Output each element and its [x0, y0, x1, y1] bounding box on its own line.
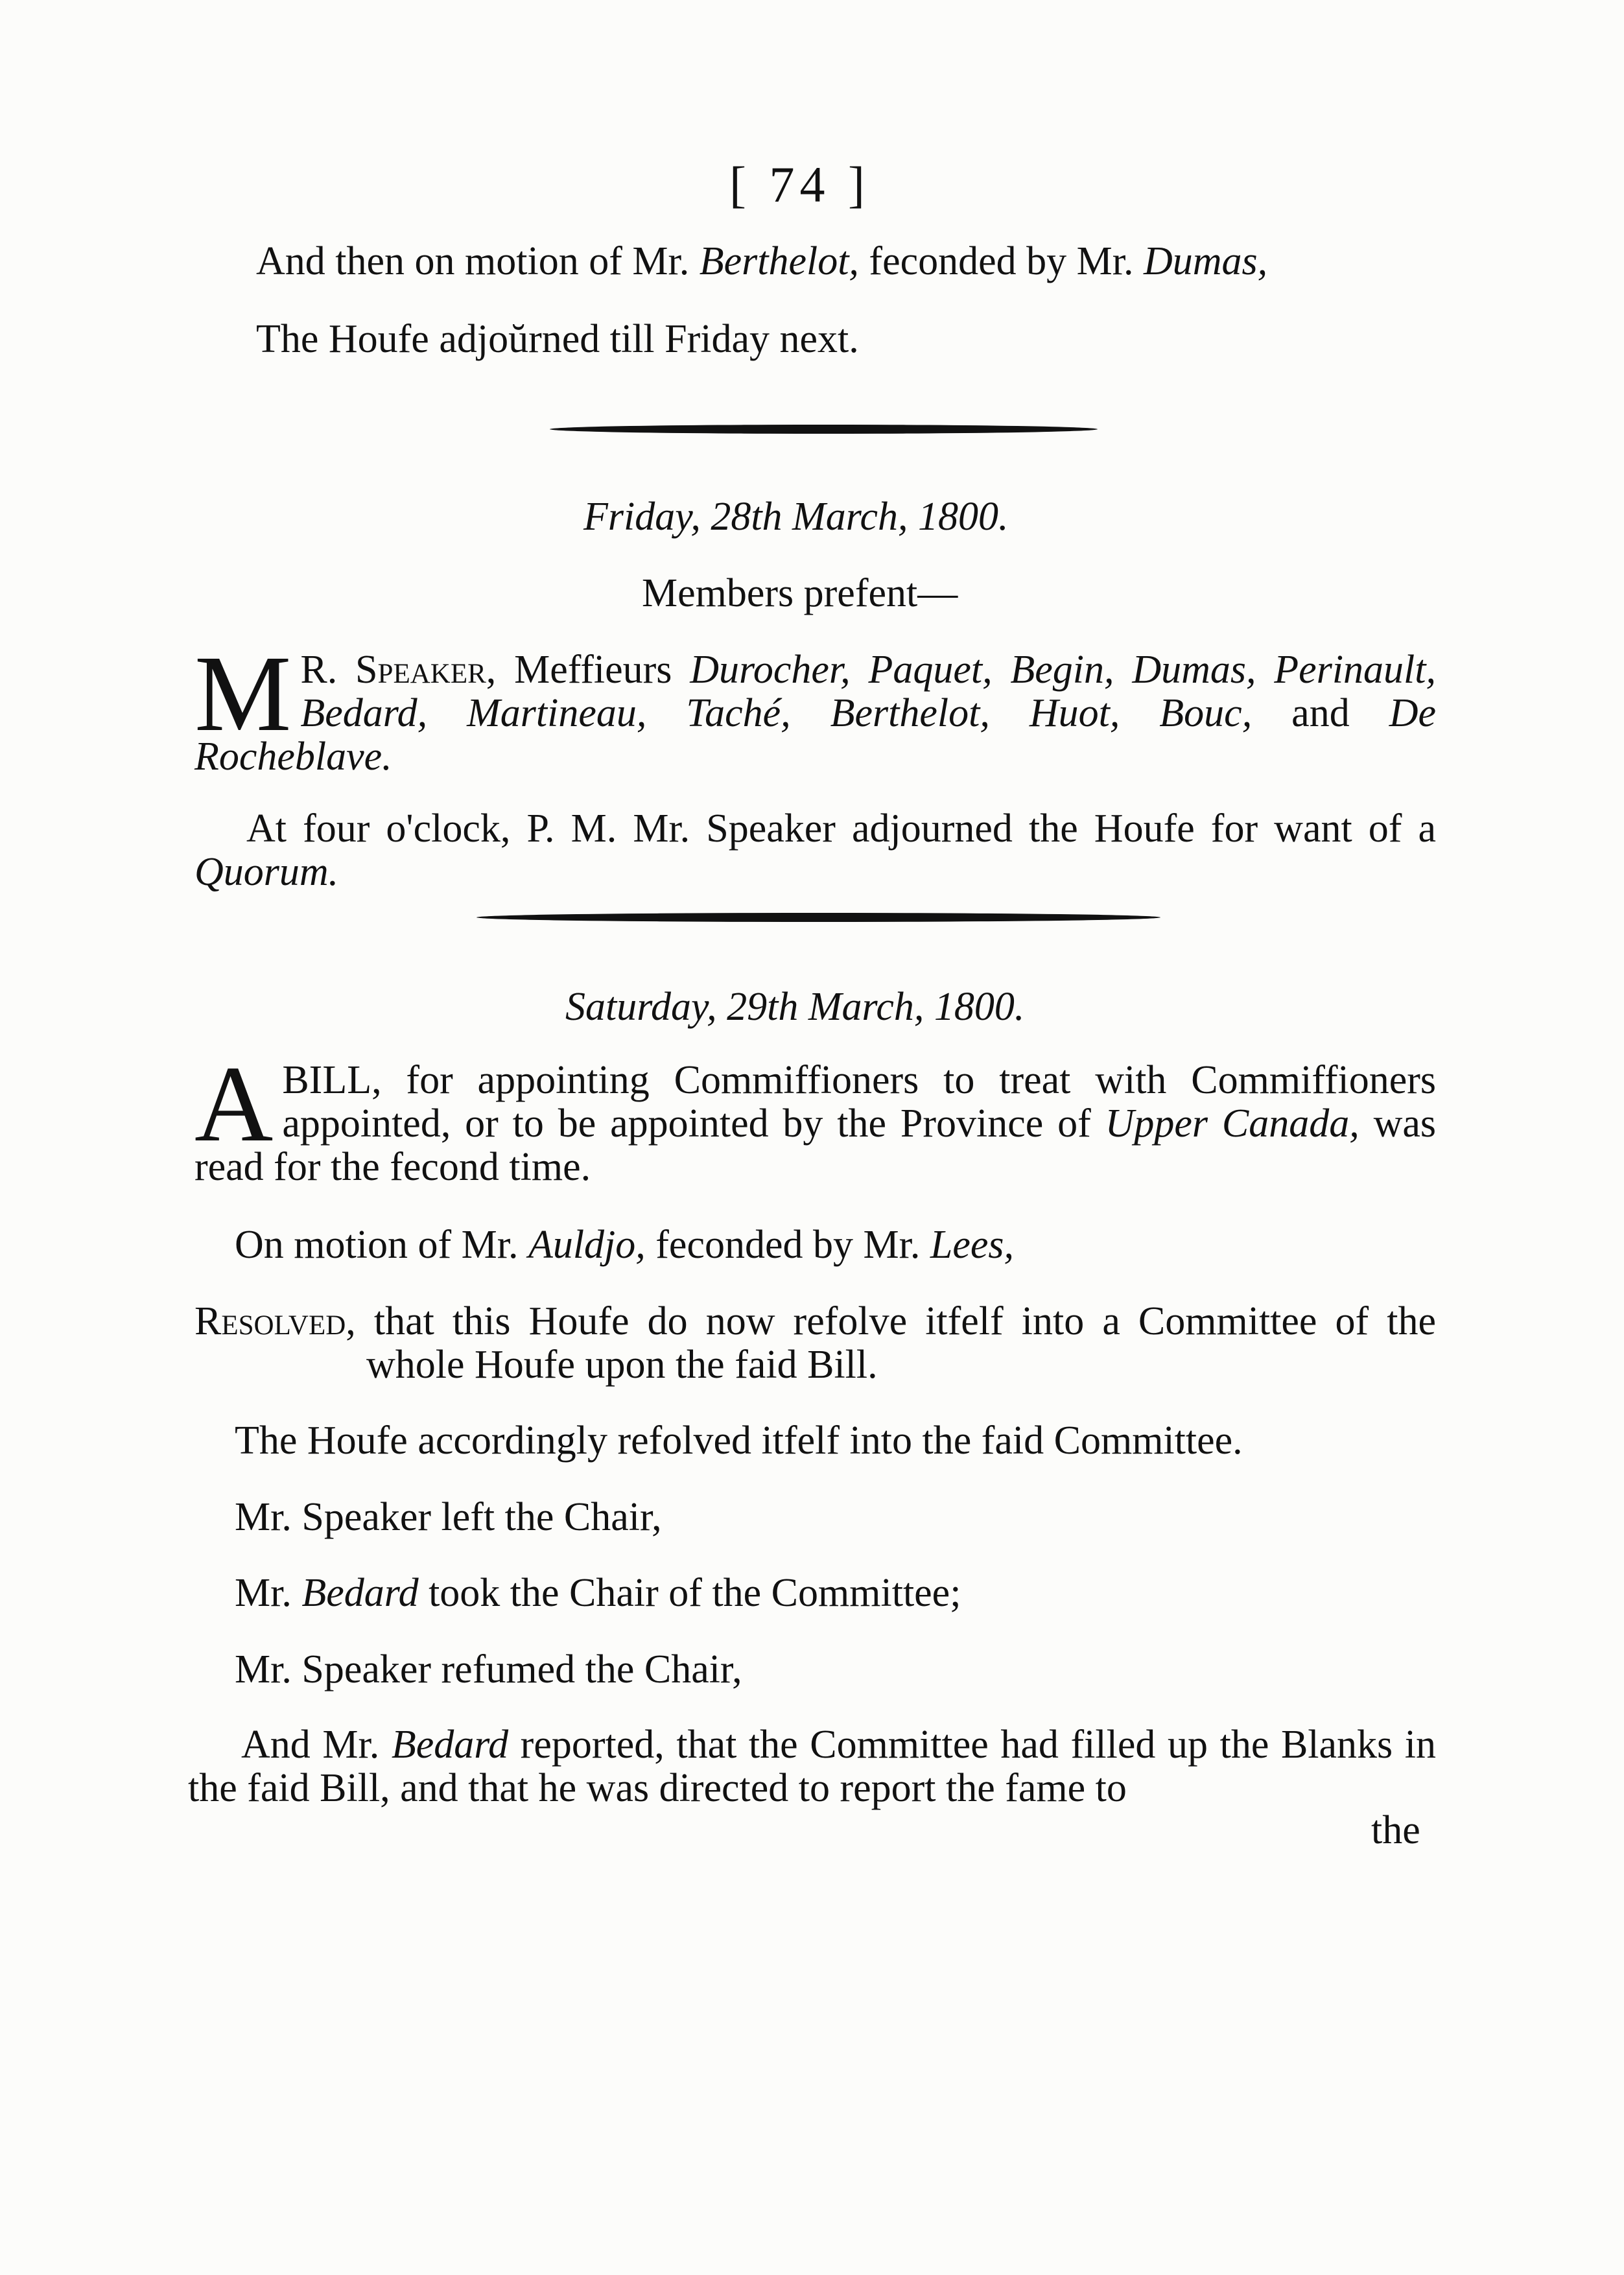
chair-name: Bedard — [301, 1571, 419, 1615]
mover-name: Auldjo, — [528, 1223, 646, 1267]
motion-text: And then on motion of Mr. — [256, 239, 700, 283]
bedard-took-chair — [235, 1570, 961, 1616]
took-chair-text: took the Chair of the Committee; — [418, 1571, 961, 1615]
page-number: [ 74 ] — [729, 156, 870, 213]
bill-text-tail: was read for the fecond time. — [194, 1102, 1437, 1189]
resolved-text: that this Houfe do now refolve itfelf into a Committee of the whole Houfe upon the faid Bill. — [355, 1299, 1436, 1387]
resolved-word: Resolved, — [194, 1299, 356, 1343]
reporter-name: Bedard — [391, 1723, 509, 1767]
section-divider — [550, 425, 1098, 434]
bill-reading — [194, 1044, 1437, 1189]
quorum-adjourn — [194, 807, 1436, 894]
members-present-heading: Members prefent— — [642, 571, 958, 615]
mover-name: Berthelot, — [699, 239, 859, 283]
committee-resolved: The Houfe accordingly refolved itfelf into the faid Committee. — [235, 1419, 1243, 1463]
report-text: reported, that the Committee had filled up the Blanks in the faid Bill, and that he was directed to report the fame to — [188, 1723, 1437, 1810]
opening-adjourn: The Houfe adjoŭrned till Friday next. — [256, 317, 859, 361]
quorum-word: Quorum. — [194, 850, 339, 894]
opening-motion — [256, 239, 1267, 284]
members-list — [194, 633, 1436, 779]
saturday-motion — [235, 1222, 1014, 1267]
motion-text: On motion of Mr. — [235, 1223, 528, 1267]
quorum-text: At four o'clock, P. M. Mr. Speaker adjourned the Houfe for want of a — [246, 807, 1436, 851]
section-divider-2 — [477, 913, 1160, 922]
seconder-name: Lees, — [930, 1223, 1014, 1267]
saturday-date: Saturday, 29th March, 1800. — [565, 985, 1025, 1029]
member-last-name: De Rocheblave. — [194, 691, 1436, 779]
motion-text-mid: feconded by Mr. — [645, 1223, 930, 1267]
drop-cap-a: A — [194, 1044, 274, 1164]
messieurs-label: Meffieurs — [496, 648, 690, 692]
resolved-paragraph — [194, 1300, 1436, 1387]
speaker-label: R. Speaker, — [300, 648, 497, 692]
mr-label: Mr. — [235, 1571, 302, 1615]
province-name: Upper Canada, — [1105, 1102, 1359, 1146]
committee-report — [188, 1723, 1436, 1810]
drop-cap-m: M — [194, 633, 292, 754]
friday-date: Friday, 28th March, 1800. — [583, 495, 1009, 539]
bill-text: BILL, for appointing Commiffioners to treat with Commiffioners appointed, or to be appointed by the Province of — [282, 1058, 1436, 1146]
speaker-resumed: Mr. Speaker refumed the Chair, — [235, 1647, 742, 1692]
motion-text-mid: feconded by Mr. — [858, 239, 1144, 283]
catchword: the — [1371, 1808, 1420, 1852]
speaker-left: Mr. Speaker left the Chair, — [235, 1495, 662, 1539]
member-names: Durocher, Paquet, Begin, Dumas, Perinault, Bedard, Martineau, Taché, Berthelot, Huot, Bouc, — [300, 648, 1436, 735]
and-mr-label: And Mr. — [241, 1723, 392, 1767]
seconder-name: Dumas, — [1143, 239, 1268, 283]
and-word: and — [1252, 691, 1389, 735]
